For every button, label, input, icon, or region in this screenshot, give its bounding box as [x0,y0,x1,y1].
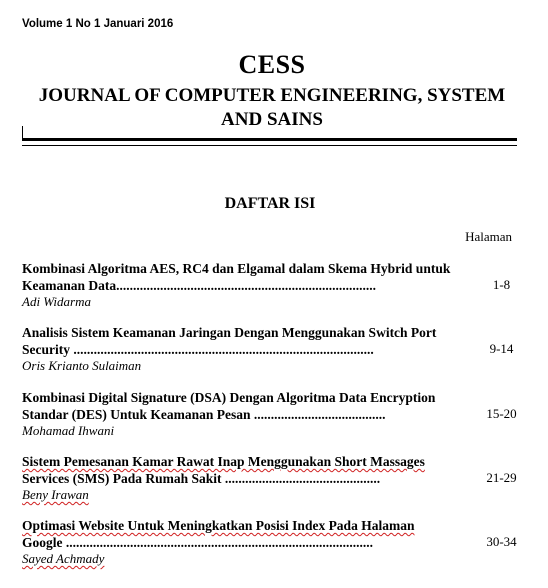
divider-tick [22,126,23,140]
entry-title-line2: Security ......................................................................................... [22,341,374,357]
entry-title-line2: Google ........................................................................................... [22,534,373,550]
entry-title [22,454,462,487]
entry-pages: 9-14 [489,341,514,356]
entry-title-line2: Services (SMS) Pada Rumah Sakit .............................................. [22,470,381,486]
journal-full-title: JOURNAL OF COMPUTER ENGINEERING, SYSTEM AND SAINS [38,85,506,130]
entry-pages: 30-34 [486,534,517,549]
entry-title-line2: Keamanan Data............................................................................. [22,277,376,293]
toc-entry[interactable] [22,518,522,567]
journal-title-block [22,50,522,132]
entry-author: Adi Widarma [22,294,91,309]
toc-entry[interactable] [22,454,522,503]
entry-title-line1: Sistem Pemesanan Kamar Rawat Inap Menggunakan Short Massages [22,454,425,469]
divider-thin-line [22,145,517,146]
entry-title-line1: Kombinasi Digital Signature (DSA) Dengan Algoritma Data Encryption [22,390,436,405]
entry-title [22,518,462,551]
entry-pages: 21-29 [486,470,517,485]
toc-entry[interactable] [22,325,522,374]
entry-pages: 1-8 [492,277,511,292]
toc-entry[interactable] [22,261,522,310]
entry-author: Sayed Achmady [22,551,105,566]
toc-entry[interactable] [22,390,522,439]
page-column-header: Halaman [465,229,512,244]
entry-title-line1: Analisis Sistem Keamanan Jaringan Dengan Menggunakan Switch Port [22,325,437,340]
entry-title-line2: Standar (DES) Untuk Keamanan Pesan ....................................... [22,406,386,422]
entry-title [22,325,462,358]
entry-title-line1: Kombinasi Algoritma AES, RC4 dan Elgamal dalam Skema Hybrid untuk [22,261,451,276]
entry-author: Beny Irawan [22,487,89,502]
divider-thick-line [22,138,517,141]
entry-title [22,390,462,423]
entry-author: Mohamad Ihwani [22,423,115,438]
header-divider [22,138,517,146]
entry-title [22,261,462,294]
journal-short-title: CESS [238,50,306,79]
volume-info: Volume 1 No 1 Januari 2016 [22,18,174,30]
entry-author: Oris Krianto Sulaiman [22,358,142,373]
entry-title-line1: Optimasi Website Untuk Meningkatkan Posisi Index Pada Halaman [22,518,415,533]
entry-pages: 15-20 [486,406,517,421]
toc-heading: DAFTAR ISI [224,195,316,212]
